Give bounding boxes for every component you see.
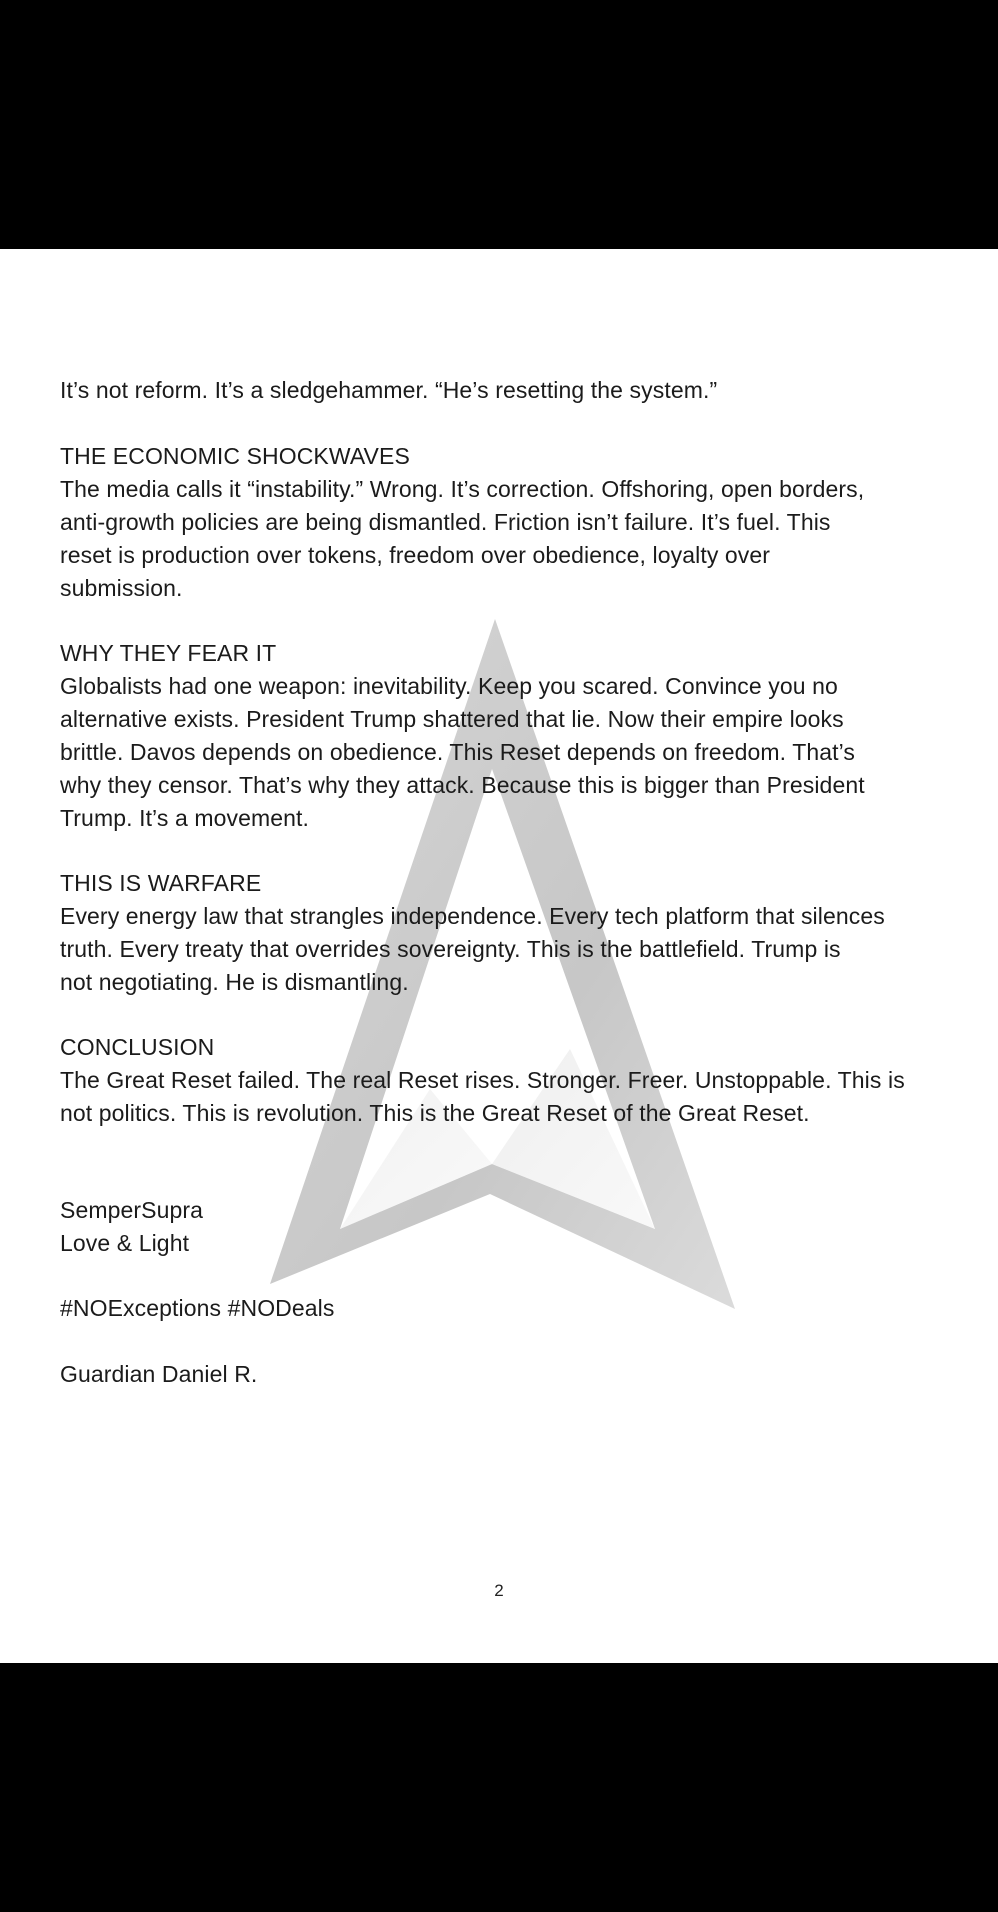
section-heading: THIS IS WARFARE — [60, 870, 262, 896]
section-conclusion — [60, 1031, 960, 1130]
author-name: Guardian Daniel R. — [60, 1361, 258, 1387]
section-economic-shockwaves — [60, 440, 960, 605]
section-body: Globalists had one weapon: inevitability. Keep you scared. Convince you no alternative exists. President Trump shattered that lie. Now their empire looks brittle. Davos depends on obedience. This Reset depends on freedom. That’s why they censor. That’s why they attack. Because this is bigger than President Trump. It’s a movement. — [60, 673, 865, 831]
document-page — [0, 249, 998, 1663]
section-heading: THE ECONOMIC SHOCKWAVES — [60, 443, 410, 469]
section-body: The media calls it “instability.” Wrong. It’s correction. Offshoring, open borders, anti-growth policies are being dismantled. Friction isn’t failure. It’s fuel. This reset is production over tokens, freedom over obedience, loyalty over submission. — [60, 476, 865, 601]
hashtags-block — [60, 1292, 960, 1325]
hashtags: #NOExceptions #NODeals — [60, 1295, 335, 1321]
section-body: Every energy law that strangles independence. Every tech platform that silences truth. Every treaty that overrides sovereignty. This is the battlefield. Trump is not negotiating. He is dismantling. — [60, 903, 885, 995]
signature-block — [60, 1194, 960, 1260]
signature-line: Love & Light — [60, 1230, 190, 1256]
section-heading: CONCLUSION — [60, 1034, 215, 1060]
intro-line: It’s not reform. It’s a sledgehammer. “He’s resetting the system.” — [60, 377, 718, 403]
section-this-is-warfare — [60, 867, 960, 999]
page-number: 2 — [494, 1581, 504, 1600]
top-black-band — [0, 0, 998, 249]
section-heading: WHY THEY FEAR IT — [60, 640, 277, 666]
intro-paragraph — [60, 374, 960, 407]
bottom-black-band — [0, 1663, 998, 1912]
section-why-they-fear-it — [60, 637, 960, 835]
author-block — [60, 1358, 960, 1391]
section-body: The Great Reset failed. The real Reset rises. Stronger. Freer. Unstoppable. This is not politics. This is revolution. This is the Great Reset of the Great Reset. — [60, 1067, 905, 1126]
signature-name: SemperSupra — [60, 1197, 204, 1223]
